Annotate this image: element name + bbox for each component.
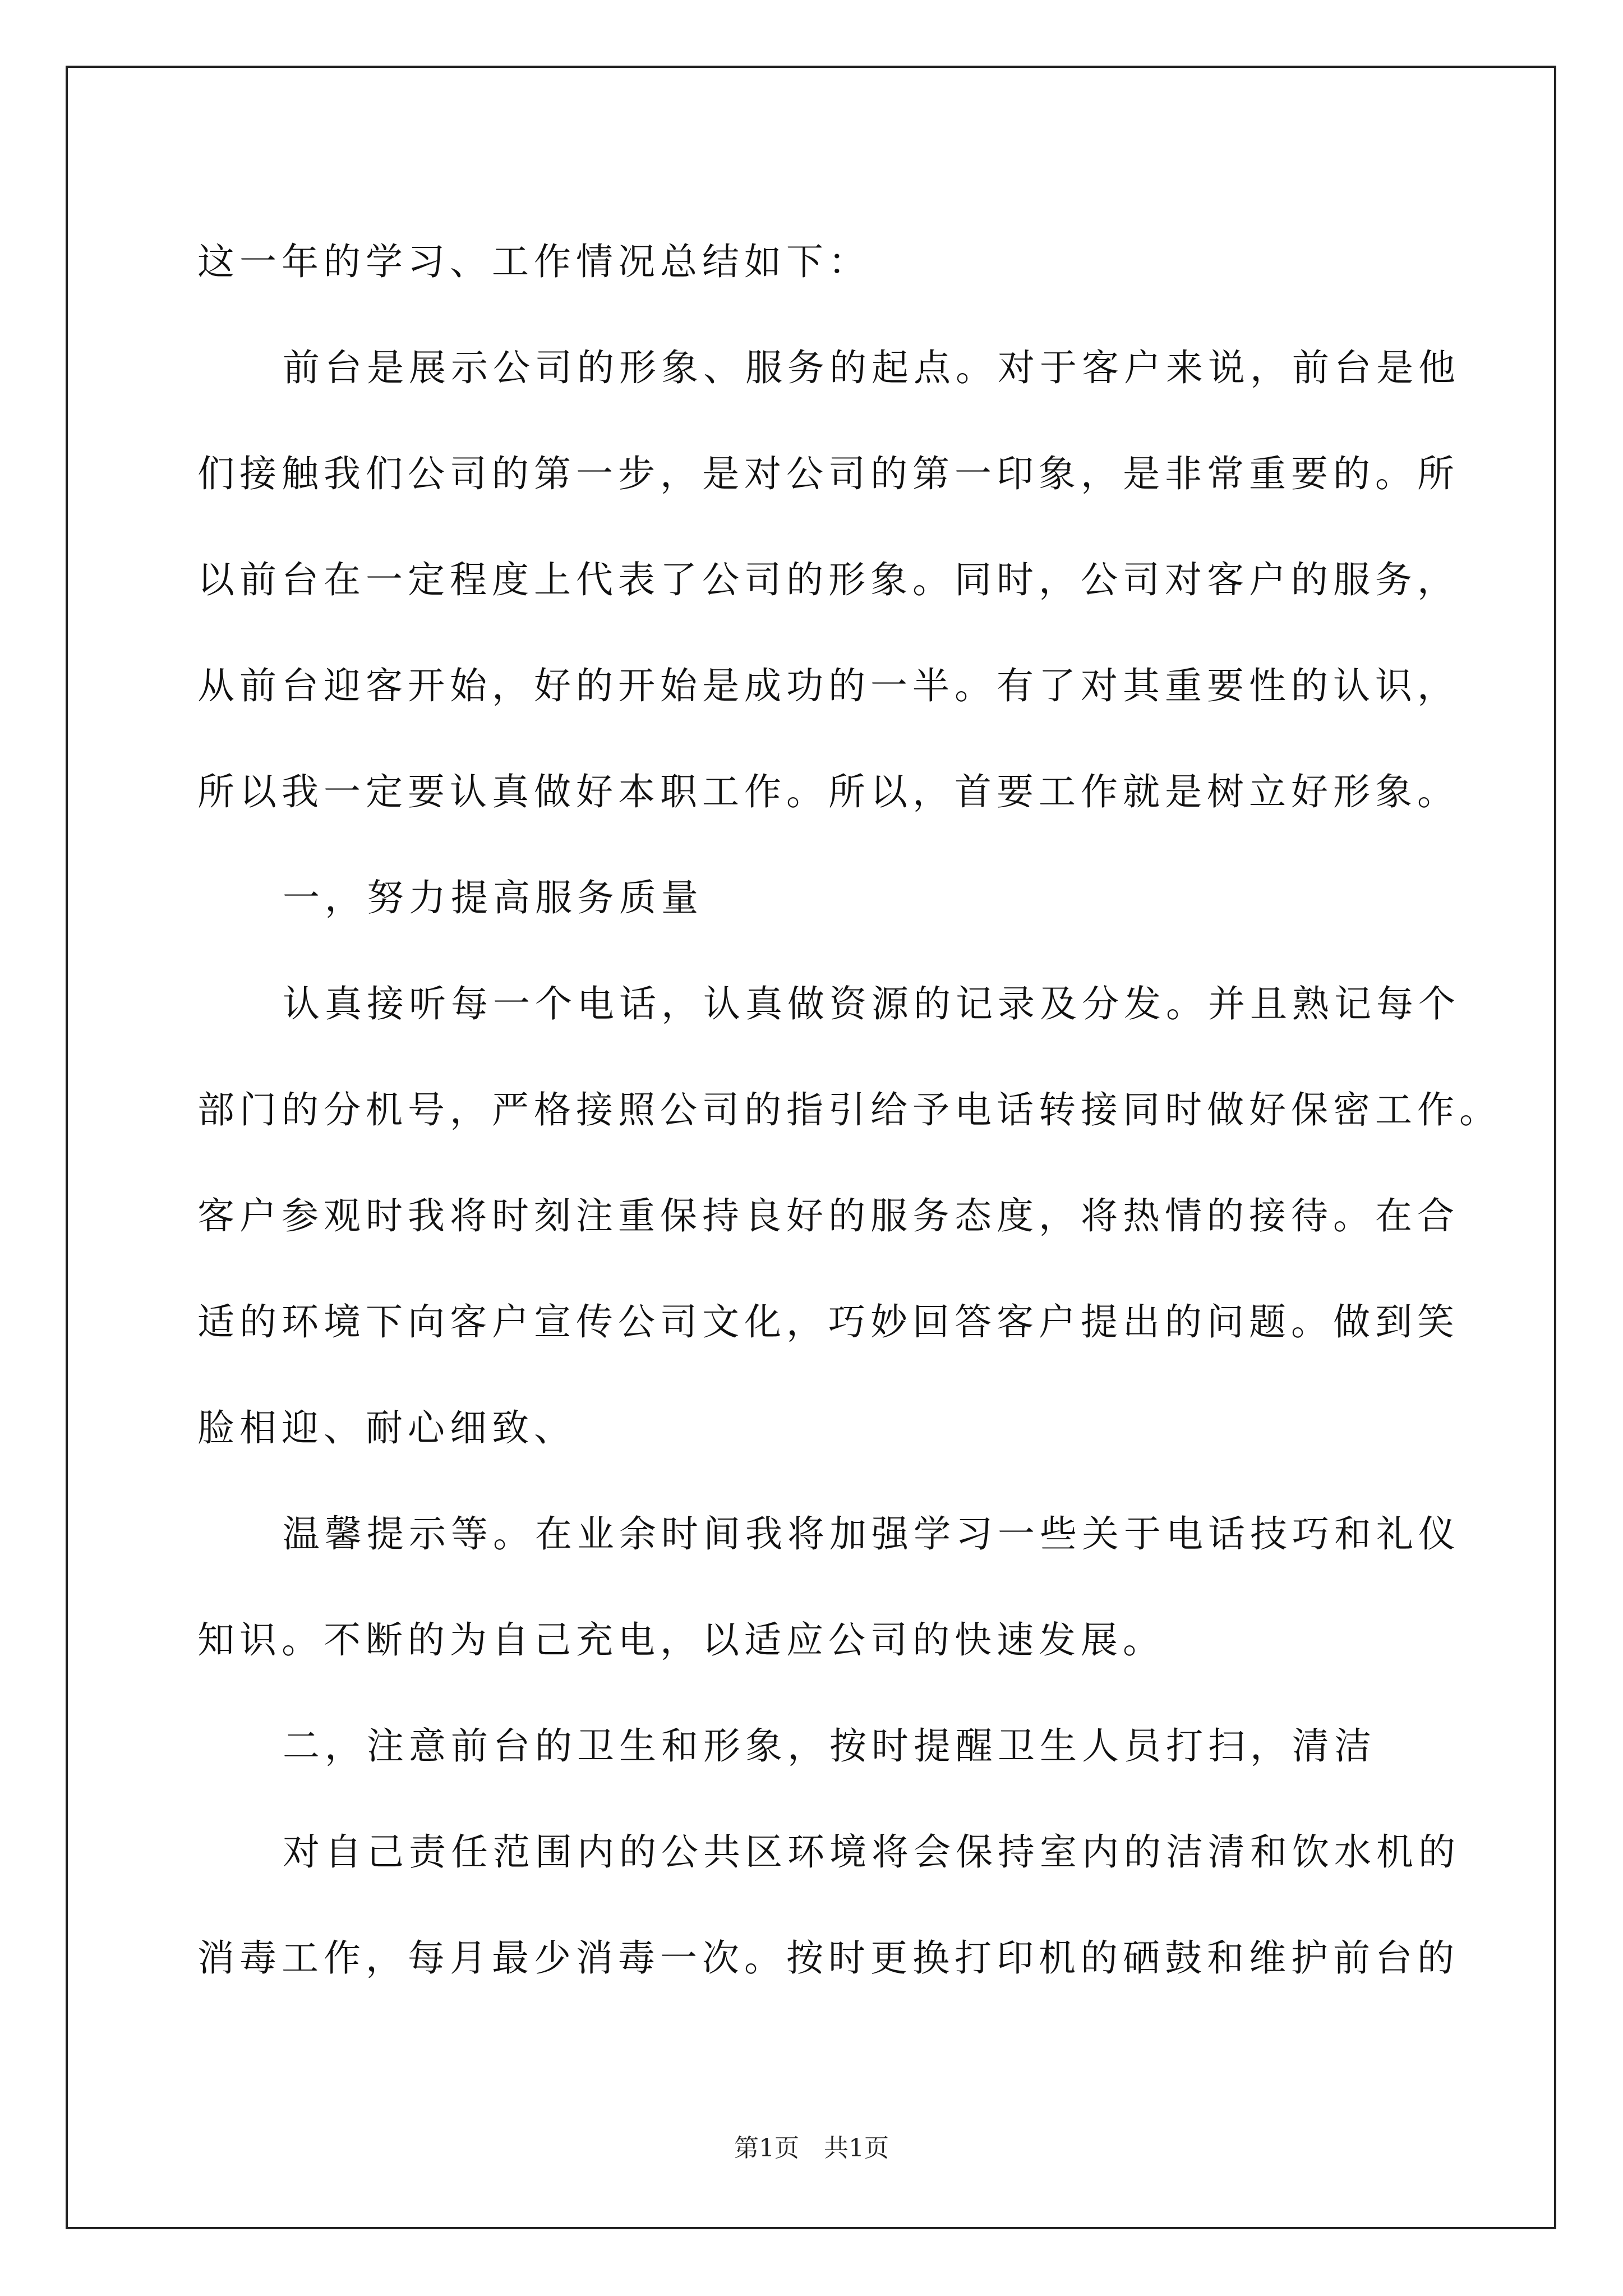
text-line: 适的环境下向客户宣传公司文化，巧妙回答客户提出的问题。做到笑 (197, 1300, 1459, 1343)
text-line: 温馨提示等。在业余时间我将加强学习一些关于电话技巧和礼仪 (283, 1512, 1460, 1556)
document-body (197, 209, 1501, 2011)
text-line: 以前台在一定程度上代表了公司的形象。同时，公司对客户的服务， (197, 558, 1459, 601)
page-number-footer: 第1页 共1页 (734, 2134, 889, 2162)
text-line: 对自己责任范围内的公共区环境将会保持室内的洁清和饮水机的 (283, 1830, 1460, 1874)
text-line: 部门的分机号，严格接照公司的指引给予电话转接同时做好保密工作。 (197, 1088, 1501, 1131)
text-line: 们接触我们公司的第一步，是对公司的第一印象，是非常重要的。所 (197, 452, 1459, 495)
text-line: 从前台迎客开始，好的开始是成功的一半。有了对其重要性的认识， (197, 664, 1459, 707)
text-line: 认真接听每一个电话，认真做资源的记录及分发。并且熟记每个 (283, 982, 1460, 1025)
text-line: 脸相迎、耐心细致、 (197, 1406, 576, 1450)
text-line: 客户参观时我将时刻注重保持良好的服务态度，将热情的接待。在合 (197, 1194, 1459, 1237)
text-line: 知识。不断的为自己充电，以适应公司的快速发展。 (197, 1618, 1165, 1662)
text-line: 消毒工作，每月最少消毒一次。按时更换打印机的硒鼓和维护前台的 (197, 1936, 1459, 1980)
section-heading: 二，注意前台的卫生和形象，按时提醒卫生人员打扫，清洁 (283, 1724, 1376, 1768)
text-line: 这一年的学习、工作情况总结如下： (197, 240, 870, 283)
text-line: 前台是展示公司的形象、服务的起点。对于客户来说，前台是他 (283, 346, 1460, 389)
text-line: 所以我一定要认真做好本职工作。所以，首要工作就是树立好形象。 (197, 770, 1459, 813)
section-heading: 一，努力提高服务质量 (283, 876, 703, 919)
